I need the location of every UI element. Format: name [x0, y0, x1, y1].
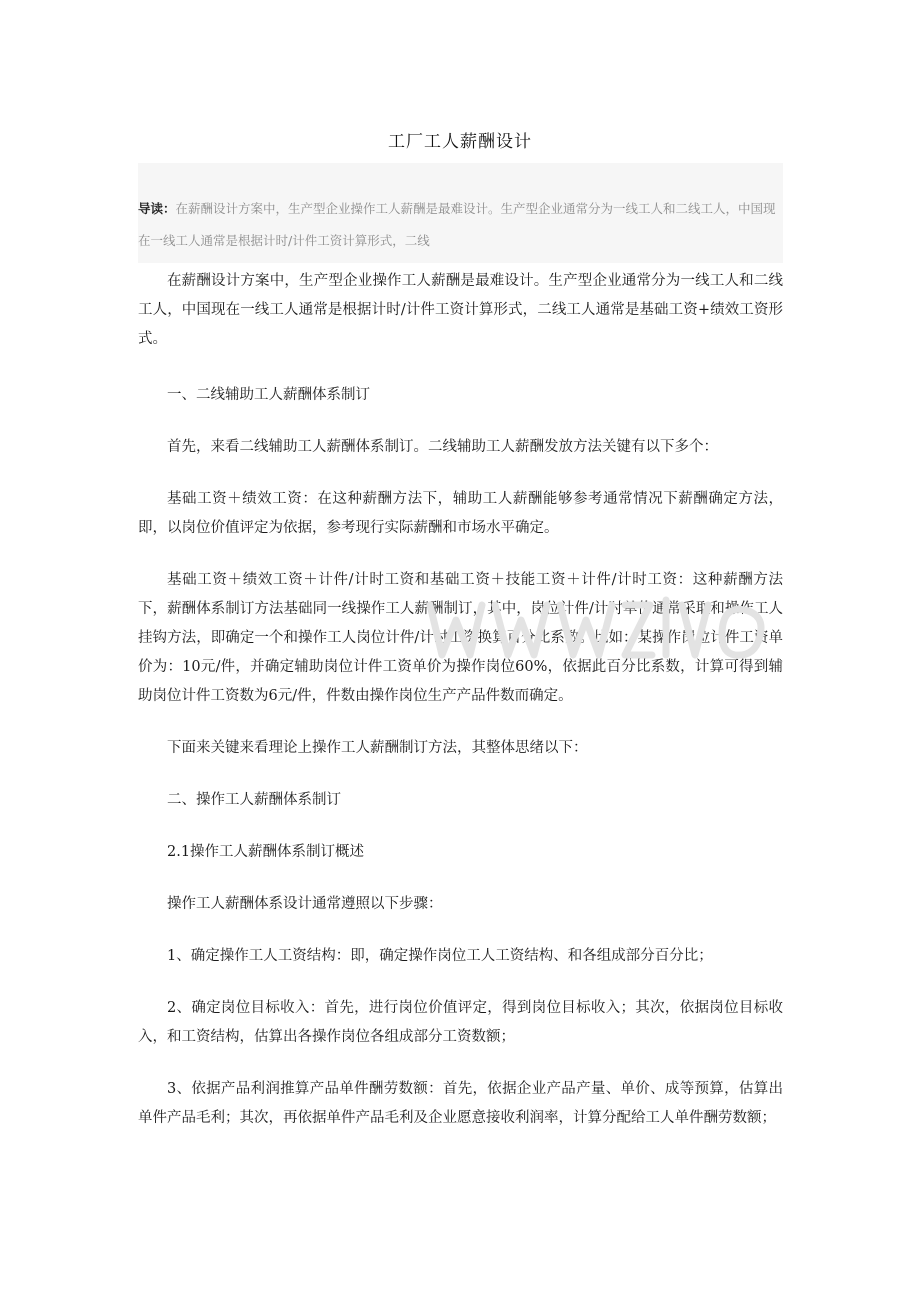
lead-label: 导读：	[138, 201, 176, 216]
section-heading-2: 二、操作工人薪酬体系制订	[167, 792, 341, 808]
document-body	[138, 267, 783, 1156]
lead-text: 在薪酬设计方案中，生产型企业操作工人薪酬是最难设计。生产型企业通常分为一线工人和二线工人，中国现在一线工人通常是根据计时/计件工资计算形式，二线	[138, 201, 776, 248]
section-heading-1: 一、二线辅助工人薪酬体系制订	[167, 387, 370, 403]
document-title: 工厂工人薪酬设计	[388, 132, 532, 152]
paragraph: 基础工资＋绩效工资：在这种薪酬方法下，辅助工人薪酬能够参考通常情况下薪酬确定方法，即，以岗位价值评定为依据，参考现行实际薪酬和市场水平确定。	[138, 491, 783, 536]
step-item: 2、确定岗位目标收入：首先，进行岗位价值评定，得到岗位目标收入；其次，依据岗位目标收入，和工资结构，估算出各操作岗位各组成部分工资数额；	[138, 1000, 783, 1045]
paragraph: 操作工人薪酬体系设计通常遵照以下步骤：	[167, 896, 443, 912]
paragraph: 首先，来看二线辅助工人薪酬体系制订。二线辅助工人薪酬发放方法关键有以下多个：	[167, 439, 718, 455]
lead-summary-box	[138, 163, 783, 263]
paragraph-intro: 在薪酬设计方案中，生产型企业操作工人薪酬是最难设计。生产型企业通常分为一线工人和二线工人，中国现在一线工人通常是根据计时/计件工资计算形式，二线工人通常是基础工资+绩效工资形式。	[138, 273, 783, 347]
step-item: 3、依据产品利润推算产品单件酬劳数额：首先，依据企业产品产量、单价、成等预算，估算出单件产品毛利；其次，再依据单件产品毛利及企业愿意接收利润率，计算分配给工人单件酬劳数额；	[138, 1081, 783, 1126]
step-item: 1、确定操作工人工资结构：即，确定操作岗位工人工资结构、和各组成部分百分比；	[167, 948, 713, 964]
paragraph: 基础工资＋绩效工资＋计件/计时工资和基础工资＋技能工资＋计件/计时工资：这种薪酬方法下，薪酬体系制订方法基础同一线操作工人薪酬制订，其中，岗位计件/计时单价通常采取和操作工人挂钩方法，即确定一个和操作工人岗位计件/计时工资换算百分比系数。比如：某操作岗位计件工资单价为：10元/件，并确定辅助岗位计件工资单价为操作岗位60%，依据此百分比系数，计算可得到辅助岗位计件工资数为6元/件，件数由操作岗位生产产品件数而确定。	[138, 572, 783, 704]
subsection-heading: 2.1操作工人薪酬体系制订概述	[167, 844, 365, 860]
paragraph: 下面来关键来看理论上操作工人薪酬制订方法，其整体思绪以下：	[167, 740, 588, 756]
